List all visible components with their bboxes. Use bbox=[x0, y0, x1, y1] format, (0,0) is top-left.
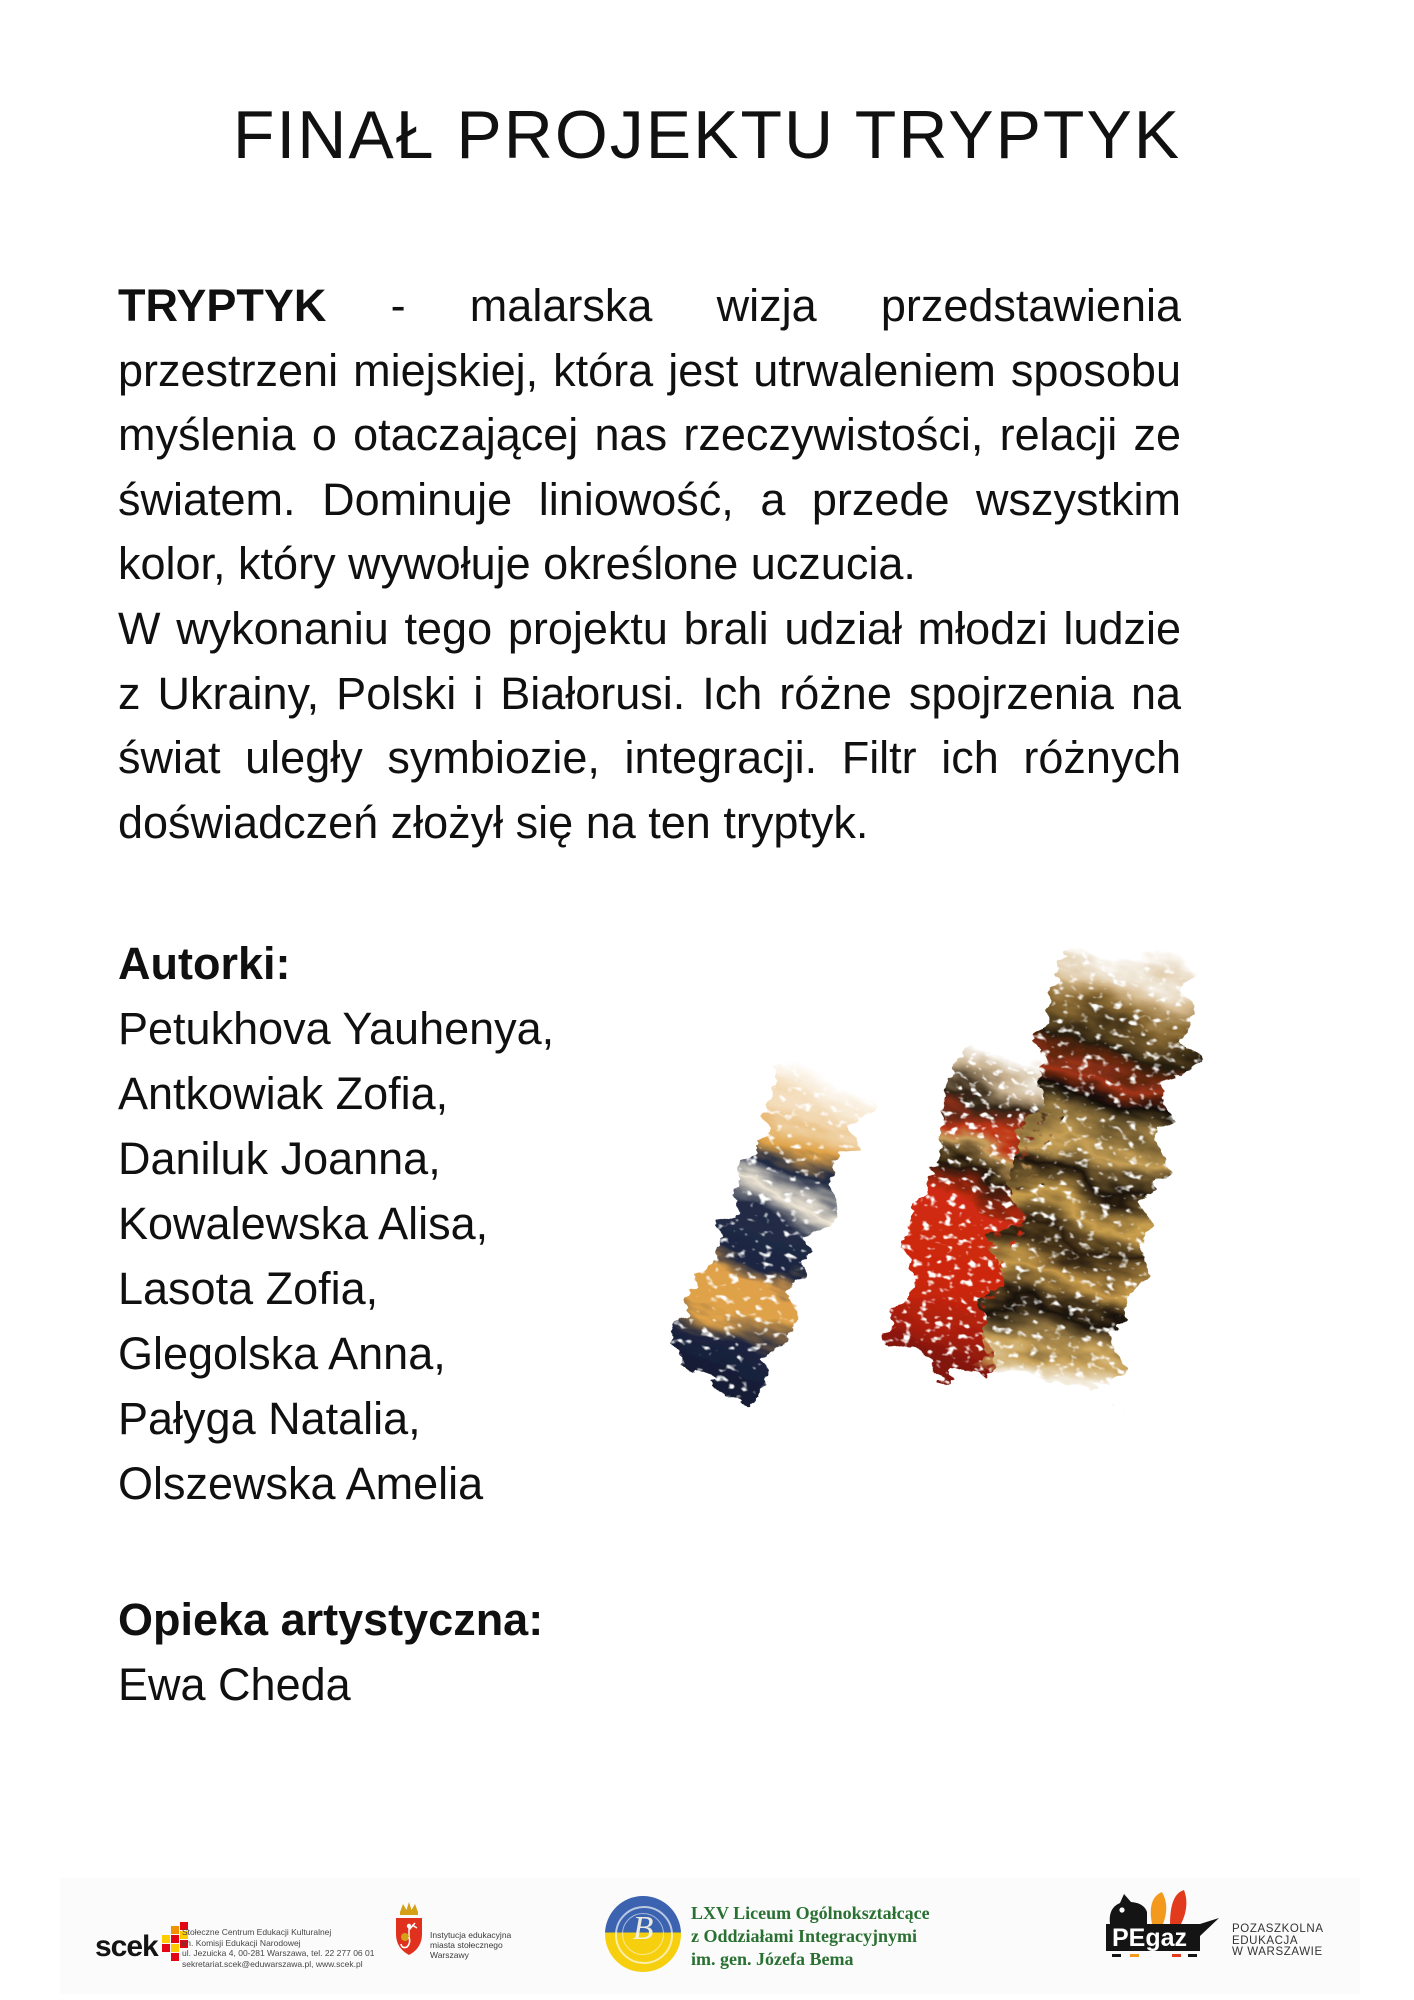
author-name: Kowalewska Alisa, bbox=[118, 1198, 489, 1249]
page-title: FINAŁ PROJEKTU TRYPTYK bbox=[232, 97, 1182, 173]
scek-line: Stołeczne Centrum Edukacji Kulturalnej bbox=[182, 1927, 332, 1937]
warsaw-line: Instytucja edukacyjna bbox=[430, 1930, 512, 1940]
scek-logo: scek bbox=[95, 1930, 158, 1963]
author-name: Daniluk Joanna, bbox=[118, 1133, 441, 1184]
brush-strokes-artwork bbox=[565, 935, 1225, 1455]
intro-text bbox=[118, 274, 1181, 855]
supervision-heading: Opieka artystyczna: bbox=[118, 1594, 544, 1645]
author-name: Antkowiak Zofia, bbox=[118, 1068, 449, 1119]
intro-line bbox=[118, 274, 1181, 339]
paint-stroke-left bbox=[668, 1059, 871, 1402]
pegaz-line: POZASZKOLNA bbox=[1232, 1923, 1324, 1935]
school-name bbox=[691, 1902, 1021, 1971]
scek-address bbox=[182, 1927, 375, 1969]
pegaz-line: EDUKACJA bbox=[1232, 1934, 1299, 1947]
intro-line: przestrzeni miejskiej, która jest utrwaleniem sposobu bbox=[118, 344, 1181, 396]
lead-word: TRYPTYK bbox=[118, 280, 327, 331]
school-line: LXV Liceum Ogólnokształcące bbox=[691, 1903, 930, 1923]
supervisor-name: Ewa Cheda bbox=[118, 1659, 351, 1710]
scek-line: ul. Jezuicka 4, 00-281 Warszawa, tel. 22 277 06 01 bbox=[182, 1948, 375, 1958]
intro-line: z Ukrainy, Polski i Białorusi. Ich różne spojrzenia na bbox=[118, 667, 1181, 719]
pegaz-logo-group bbox=[1100, 1888, 1324, 1973]
scek-line: im. Komisji Edukacji Narodowej bbox=[182, 1937, 301, 1948]
warsaw-caption bbox=[430, 1930, 550, 1960]
intro-line: światem. Dominuje liniowość, a przede wszystkim bbox=[118, 473, 1181, 525]
author-name: Glegolska Anna, bbox=[118, 1328, 446, 1379]
author-name: Petukhova Yauhenya, bbox=[118, 1003, 555, 1054]
pegaz-wordmark: PEgaz bbox=[1112, 1924, 1188, 1952]
school-badge-icon bbox=[605, 1896, 681, 1972]
intro-line-text: - malarska wizja przedstawienia bbox=[390, 280, 1181, 331]
warsaw-line: miasta stołecznego bbox=[430, 1940, 503, 1950]
warsaw-mermaid-crest-icon bbox=[392, 1902, 426, 1964]
school-logo-group bbox=[605, 1896, 930, 1972]
author-name: Olszewska Amelia bbox=[118, 1458, 484, 1509]
warsaw-logo-group bbox=[392, 1902, 512, 1969]
school-line: im. gen. Józefa Bema bbox=[691, 1949, 854, 1969]
warsaw-line: Warszawy bbox=[430, 1950, 469, 1960]
intro-line: myślenia o otaczającej nas rzeczywistości, relacji ze bbox=[118, 409, 1181, 461]
pegaz-line: W WARSZAWIE bbox=[1232, 1946, 1323, 1958]
pegaz-caption bbox=[1232, 1924, 1372, 1959]
scek-logo-group bbox=[95, 1926, 375, 1971]
pegaz-logo-icon bbox=[1100, 1888, 1225, 1968]
author-name: Pałyga Natalia, bbox=[118, 1393, 421, 1444]
intro-line: doświadczeń złożył się na ten tryptyk. bbox=[118, 796, 869, 848]
intro-line: kolor, który wywołuje określone uczucia. bbox=[118, 538, 916, 590]
intro-line: W wykonaniu tego projektu brali udział młodzi ludzie bbox=[118, 602, 1181, 654]
author-name: Lasota Zofia, bbox=[118, 1263, 379, 1314]
supervision-section bbox=[118, 1587, 818, 1717]
scek-line: sekretariat.scek@eduwarszawa.pl, www.scek.pl bbox=[182, 1958, 363, 1969]
school-monogram: B bbox=[632, 1910, 654, 1947]
authors-heading: Autorki: bbox=[118, 938, 291, 989]
intro-line: świat uległy symbiozie, integracji. Filtr ich różnych bbox=[118, 732, 1181, 784]
school-line: z Oddziałami Integracyjnymi bbox=[691, 1926, 917, 1946]
